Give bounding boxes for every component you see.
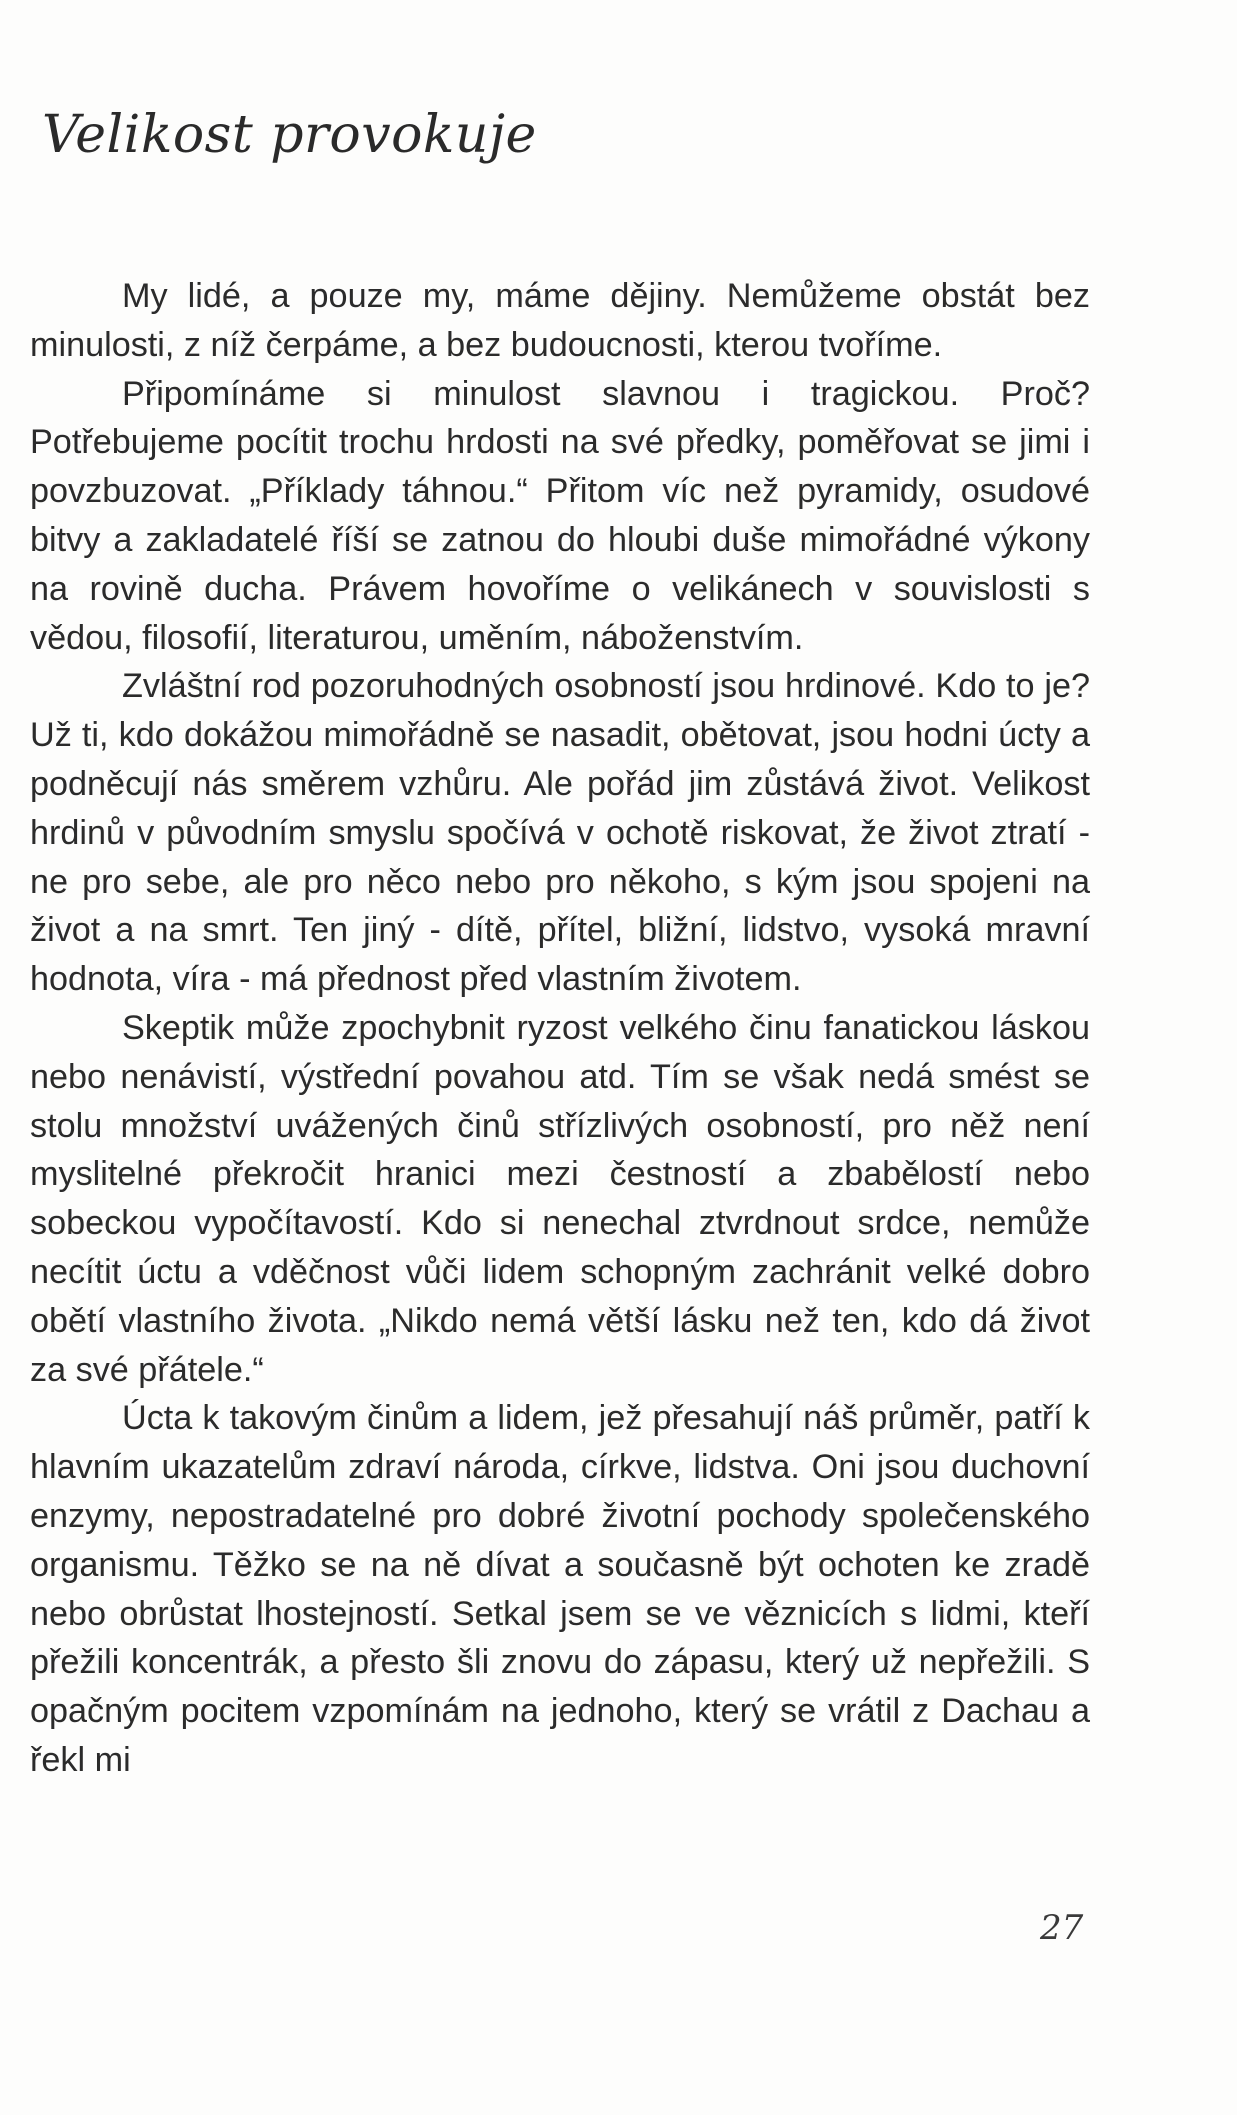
paragraph: Úcta k takovým činům a lidem, jež přesahují náš průměr, patří k hlavním ukazatelům zdraví národa, církve, lidstva. Oni jsou duchovní enzymy, nepostradatelné pro dobré životní pochody společenského organismu. Těžko se na ně dívat a současně být ochoten ke zradě nebo obrůstat lhostejností. Setkal jsem se ve věznicích s lidmi, kteří přežili koncentrák, a přesto šli znovu do zápasu, který už nepřežili. S opačným pocitem vzpomínám na jednoho, který se vrátil z Dachau a řekl mi [30,1399,1090,1779]
paragraph: My lidé, a pouze my, máme dějiny. Nemůžeme obstát bez minulosti, z níž čerpáme, a bez budoucnosti, kterou tvoříme. [30,277,1090,364]
page-number: 27 [1040,1908,1084,1948]
paragraph: Skeptik může zpochybnit ryzost velkého činu fanatickou láskou nebo nenávistí, výstřední povahou atd. Tím se však nedá smést se stolu množství uvážených činů střízlivých osobností, pro něž není myslitelné překročit hranici mezi čestností a zbabělostí nebo sobeckou vypočítavostí. Kdo si nenechal ztvrdnout srdce, nemůže necítit úctu a vděčnost vůči lidem schopným zachránit velké dobro obětí vlastního života. „Nikdo nemá větší lásku než ten, kdo dá život za své přátele.“ [30,1008,1090,1389]
body-text [30,272,1090,1785]
paragraph: Zvláštní rod pozoruhodných osobností jsou hrdinové. Kdo to je? Už ti, kdo dokážou mimořádně se nasadit, obětovat, jsou hodni úcty a podněcují nás směrem vzhůru. Ale pořád jim zůstává život. Velikost hrdinů v původním smyslu spočívá v ochotě riskovat, že život ztratí - ne pro sebe, ale pro něco nebo pro někoho, s kým jsou spojeni na život a na smrt. Ten jiný - dítě, přítel, bližní, lidstvo, vysoká mravní hodnota, víra - má přednost před vlastním životem. [30,667,1090,999]
paragraph: Připomínáme si minulost slavnou i tragickou. Proč? Potřebujeme pocítit trochu hrdosti na své předky, poměřovat se jimi i povzbuzovat. „Příklady táhnou.“ Přitom víc než pyramidy, osudové bitvy a zakladatelé říší se zatnou do hloubi duše mimořádné výkony na rovině ducha. Právem hovoříme o velikánech v souvislosti s vědou, filosofií, literaturou, uměním, náboženstvím. [30,374,1090,657]
chapter-title: Velikost provokuje [42,105,537,165]
